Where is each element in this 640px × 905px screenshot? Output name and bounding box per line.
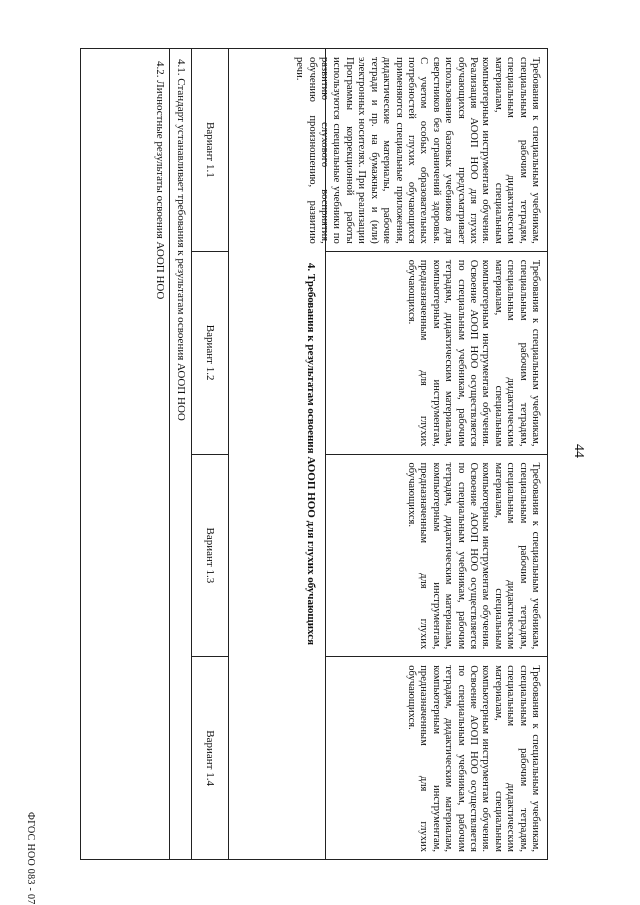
page-number: 44 [571, 444, 586, 458]
variant-1-1-requirements: Требования к специальным учебникам, специальным рабочим тетрадям, специальным дидактическим материалам, специальным компьютерным инструментам обучения. Реализация АООП НОО для глухих обучающихся предусматривает использование базовых учебников для сверстников без ограничений здоровья. С учетом особых образовательных потребностей глухих обучающихся применяются специальные приложения, дидактические материалы, рабочие тетради и пр. на бумажных и (или) электронных носителях. При реализации Программы коррекционной работы используются специальные учебники по развитию слухового восприятия, обучению произношению, развитию речи. [326, 49, 547, 252]
variant-1-2-requirements: Требования к специальным учебникам, специальным рабочим тетрадям, специальным дидактическим материалам, специальным компьютерным инструментам обучения. Освоение АООП НОО осуществляется по специальным учебникам, рабочим тетрадям, дидактическим материалам, компьютерным инструментам, предназначенным для глухих обучающихся. [326, 252, 547, 455]
variant-1-2-header: Вариант 1.2 [192, 252, 228, 455]
section-header [192, 49, 326, 859]
variant-1-3-header: Вариант 1.3 [192, 455, 228, 658]
variant-1-4-header: Вариант 1.4 [204, 730, 216, 786]
personal-results-row: 4.2. Личностные результаты освоения АООП НОО [79, 49, 170, 859]
variant-1-1-header: Вариант 1.1 [192, 49, 228, 252]
variant-1-4-requirements: Требования к специальным учебникам, специальным рабочим тетрадям, специальным дидактическим материалам, специальным компьютерным инструментам обучения. Освоение АООП НОО осуществляется по специальным учебникам, рабочим тетрадям, дидактическим материалам, компьютерным инструментам, предназначенным для глухих обучающихся. [405, 665, 541, 852]
section-title: 4. Требования к результатам освоения АООП НОО для глухих обучающихся [305, 262, 317, 646]
document-code: ФГОС НОО 083 - 07 [25, 812, 36, 905]
requirements-table [80, 48, 548, 860]
variant-1-3-requirements: Требования к специальным учебникам, специальным рабочим тетрадям, специальным дидактическим материалам, специальным компьютерным инструментам обучения. Освоение АООП НОО осуществляется по специальным учебникам, рабочим тетрадям, дидактическим материалам, компьютерным инструментам, предназначенным для глухих обучающихся. [326, 455, 547, 658]
standard-row: 4.1. Стандарт устанавливает требования к результатам освоения АООП НОО [170, 49, 192, 859]
variant-header-row [192, 49, 229, 859]
